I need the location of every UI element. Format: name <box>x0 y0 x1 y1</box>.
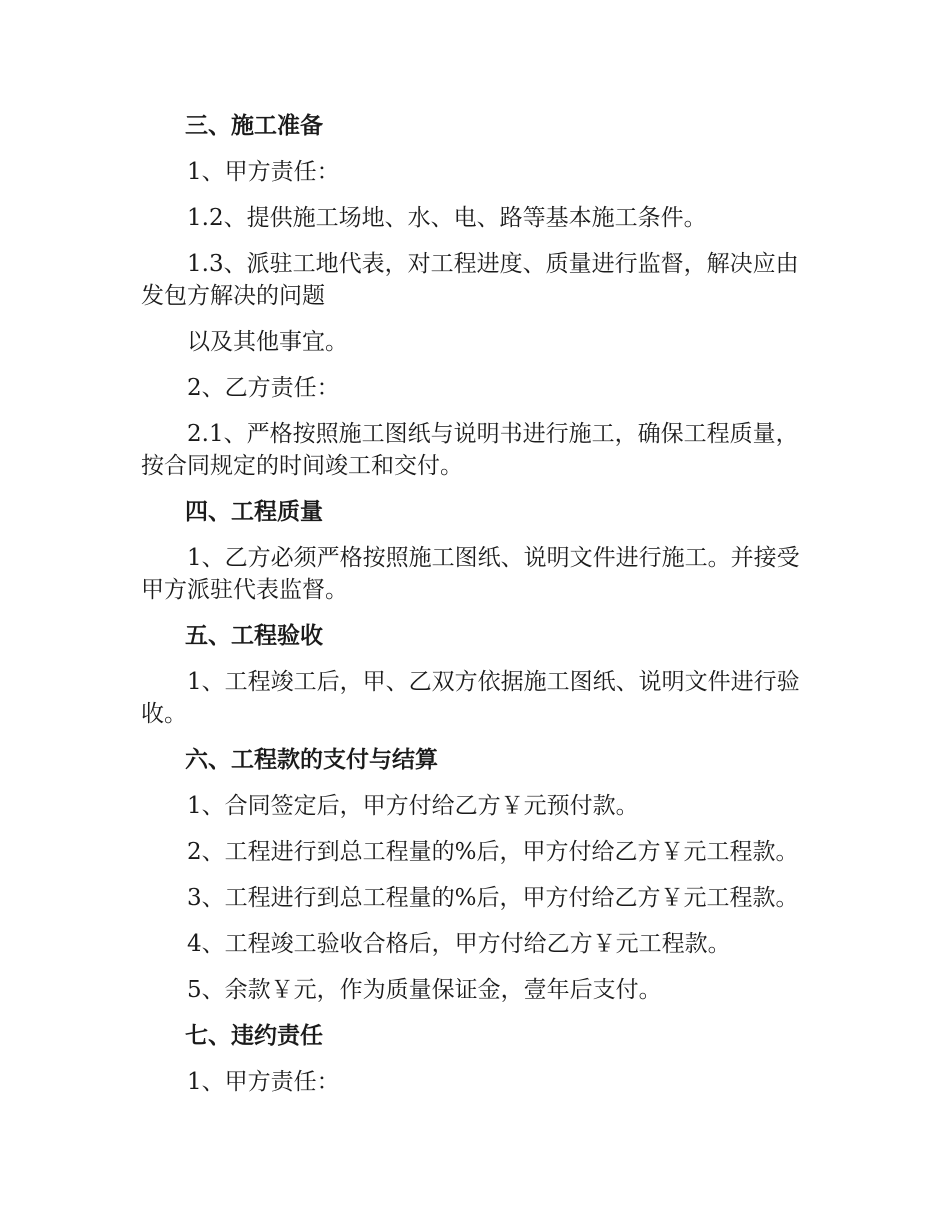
paragraph: 2、乙方责任： <box>187 375 340 401</box>
section-heading-6: 六、工程款的支付与结算 <box>185 747 438 773</box>
paragraph: 1、乙方必须严格按照施工图纸、说明文件进行施工。并接受甲方派驻代表监督。 <box>141 545 800 603</box>
paragraph: 1、甲方责任： <box>187 1069 340 1095</box>
paragraph: 1、甲方责任： <box>187 159 340 185</box>
section-heading-7: 七、违约责任 <box>185 1023 323 1049</box>
paragraph: 1、合同签定后，甲方付给乙方￥元预付款。 <box>187 793 639 819</box>
document-body <box>141 110 821 1112</box>
section-heading-5: 五、工程验收 <box>185 623 323 649</box>
paragraph: 4、工程竣工验收合格后，甲方付给乙方￥元工程款。 <box>187 931 731 957</box>
section-heading-3: 三、施工准备 <box>185 113 323 139</box>
paragraph: 1.3、派驻工地代表，对工程进度、质量进行监督，解决应由发包方解决的问题 <box>141 251 799 309</box>
paragraph: 5、余款￥元，作为质量保证金，壹年后支付。 <box>187 977 662 1003</box>
paragraph: 以及其他事宜。 <box>187 329 348 355</box>
paragraph: 3、工程进行到总工程量的%后，甲方付给乙方￥元工程款。 <box>187 885 799 911</box>
paragraph: 2、工程进行到总工程量的%后，甲方付给乙方￥元工程款。 <box>187 839 799 865</box>
paragraph: 1.2、提供施工场地、水、电、路等基本施工条件。 <box>187 205 707 231</box>
paragraph: 2.1、严格按照施工图纸与说明书进行施工，确保工程质量，按合同规定的时间竣工和交付。 <box>141 421 799 479</box>
paragraph: 1、工程竣工后，甲、乙双方依据施工图纸、说明文件进行验收。 <box>141 669 800 727</box>
section-heading-4: 四、工程质量 <box>185 499 323 525</box>
